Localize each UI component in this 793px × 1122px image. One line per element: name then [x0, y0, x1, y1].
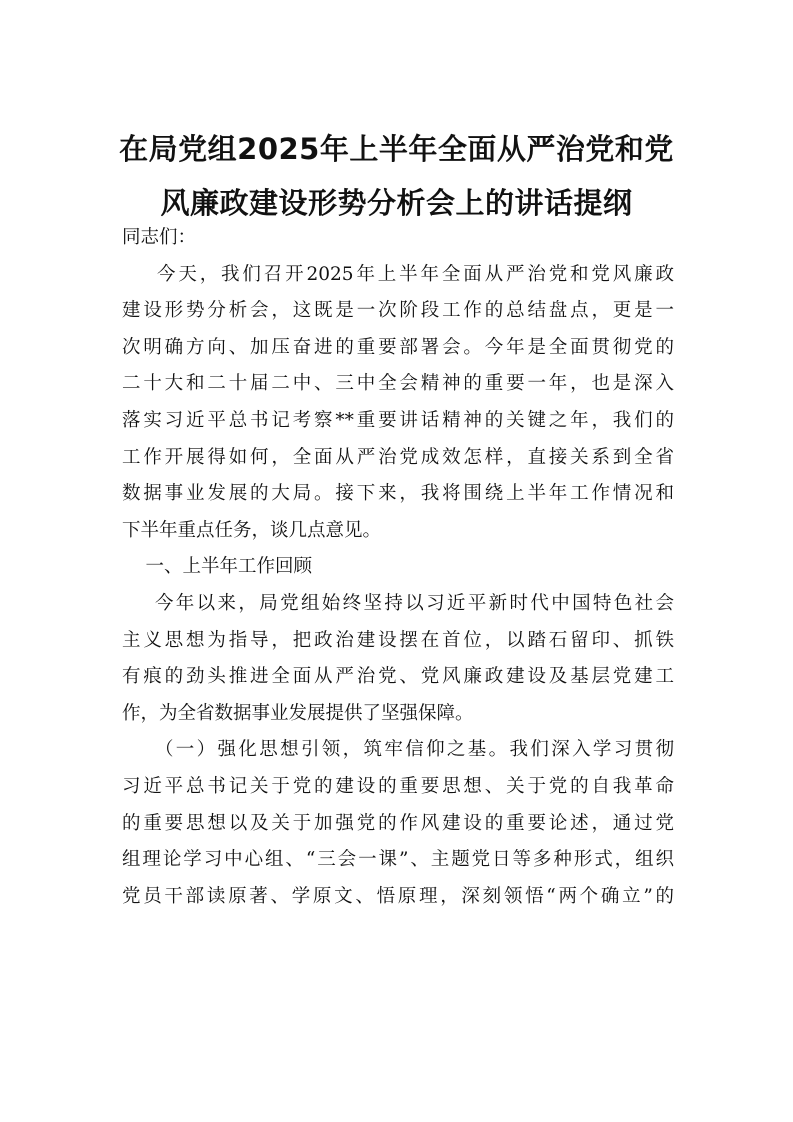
paragraph-line: 落实习近平总书记考察**重要讲话精神的关键之年，我们的 [122, 409, 674, 431]
paragraph-line: 组理论学习中心组、“三会一课”、主题党日等多种形式，组织 [122, 849, 674, 871]
paragraph-line: 有痕的劲头推进全面从严治党、党风廉政建设及基层党建工 [122, 666, 674, 688]
section-heading: 一、上半年工作回顾 [122, 556, 313, 578]
paragraph-line: 下半年重点任务，谈几点意见。 [122, 519, 382, 541]
document-title [100, 122, 693, 230]
paragraph-line: 二十大和二十届二中、三中全会精神的重要一年，也是深入 [122, 373, 674, 395]
title-line-1: 在局党组2025年上半年全面从严治党和党 [119, 132, 674, 166]
paragraph-line: 的重要思想以及关于加强党的作风建设的重要论述，通过党 [122, 812, 674, 834]
paragraph-line: 今天，我们召开2025年上半年全面从严治党和党风廉政 [122, 263, 674, 285]
paragraph-line: 党员干部读原著、学原文、悟原理，深刻领悟“两个确立”的 [122, 885, 674, 907]
paragraph-line: 作，为全省数据事业发展提供了坚强保障。 [122, 702, 474, 724]
paragraph-line: 建设形势分析会，这既是一次阶段工作的总结盘点，更是一 [122, 300, 674, 322]
salutation: 同志们： [122, 227, 197, 248]
paragraph-line: 数据事业发展的大局。接下来，我将围绕上半年工作情况和 [122, 483, 674, 505]
paragraph-line: 工作开展得如何，全面从严治党成效怎样，直接关系到全省 [122, 446, 674, 468]
paragraph-line: （一）强化思想引领，筑牢信仰之基。我们深入学习贯彻 [122, 739, 674, 761]
paragraph-line: 今年以来，局党组始终坚持以习近平新时代中国特色社会 [122, 592, 674, 614]
paragraph-line: 主义思想为指导，把政治建设摆在首位，以踏石留印、抓铁 [122, 629, 674, 651]
title-line-2: 风廉政建设形势分析会上的讲话提纲 [160, 186, 633, 220]
paragraph-line: 习近平总书记关于党的建设的重要思想、关于党的自我革命 [122, 775, 674, 797]
document-body [122, 220, 674, 915]
paragraph-line: 次明确方向、加压奋进的重要部署会。今年是全面贯彻党的 [122, 336, 674, 358]
